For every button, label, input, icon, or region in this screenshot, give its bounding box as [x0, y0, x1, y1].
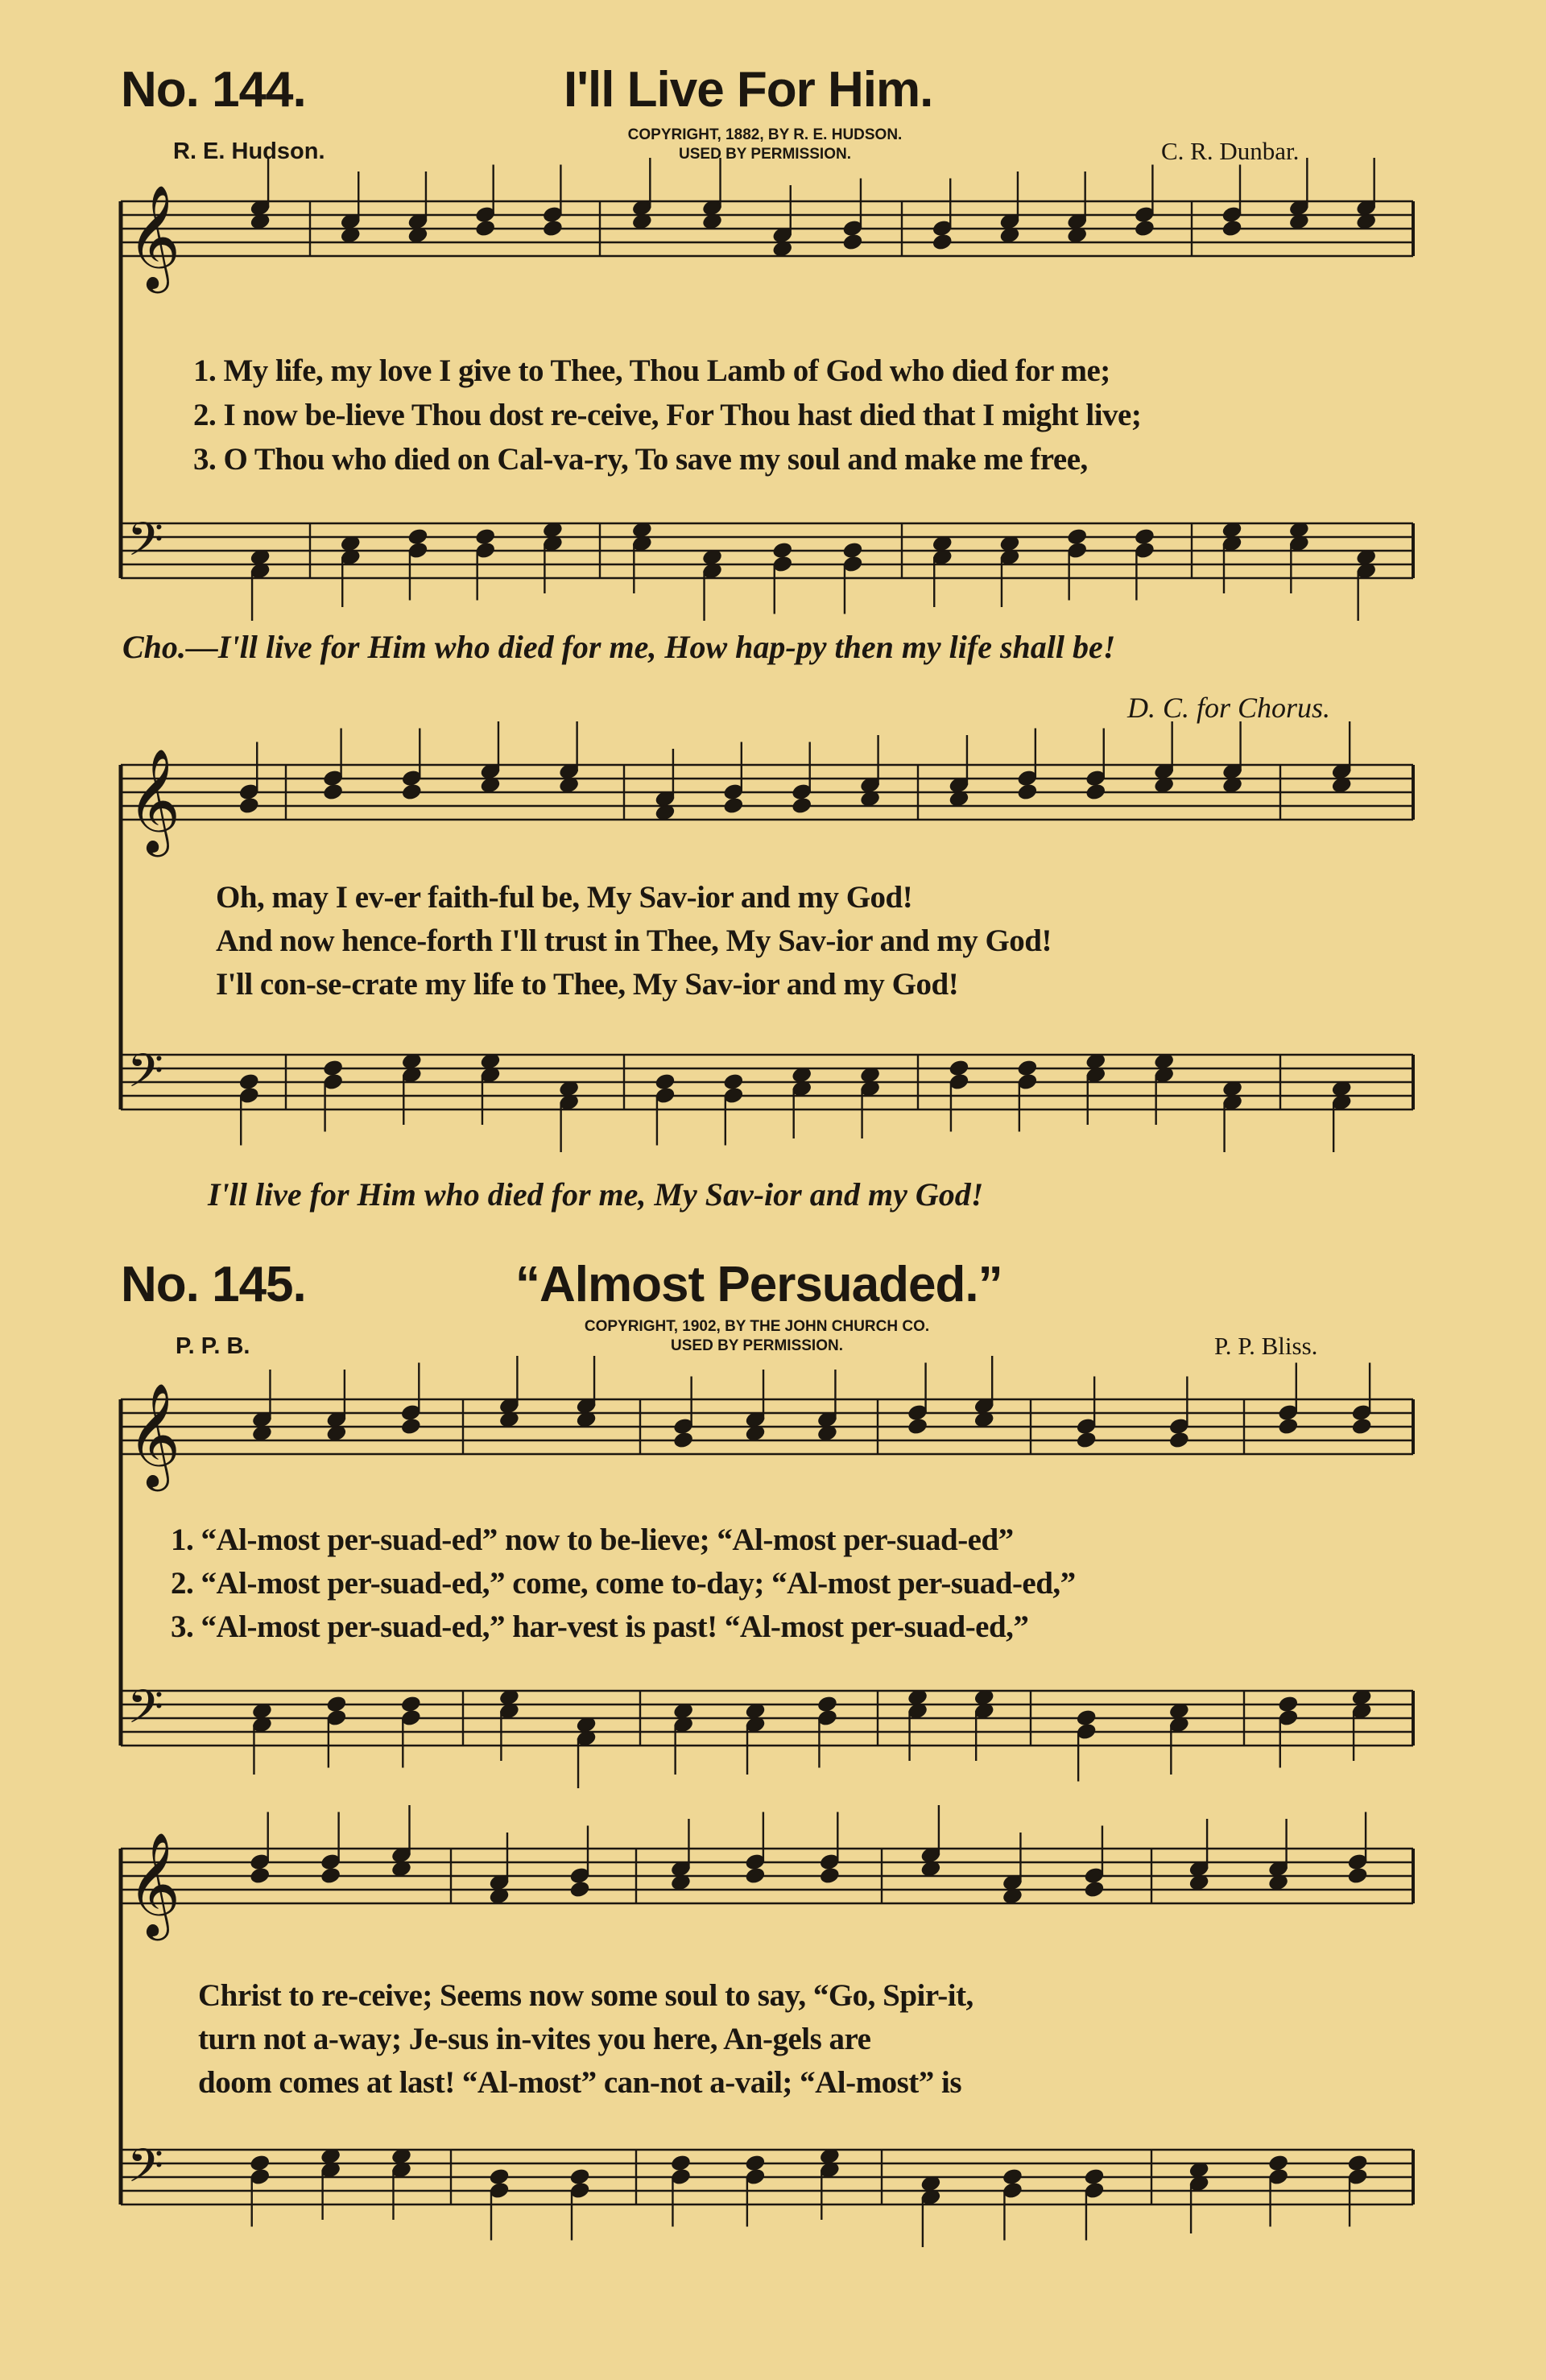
note-head	[819, 1866, 840, 1885]
hymn-145-verse-1a: 1. “Al-most per-suad-ed” now to be-lieve; “Al-most per-suad-ed”	[171, 1523, 1014, 1557]
treble-clef-icon: 𝄞	[127, 184, 181, 289]
note-head	[400, 1695, 421, 1713]
note-head	[475, 527, 496, 546]
note-head	[1067, 527, 1088, 546]
note-head	[1347, 1866, 1368, 1885]
note-head	[1278, 1417, 1299, 1436]
hymn-145-verse-3a: 3. “Al-most per-suad-ed,” har-vest is past! “Al-most per-suad-ed,”	[171, 1609, 1029, 1644]
note-head	[745, 1866, 766, 1885]
treble-clef-icon: 𝄞	[127, 1832, 181, 1936]
copyright-line: COPYRIGHT, 1882, BY R. E. HUDSON.	[627, 126, 903, 143]
copyright-line: USED BY PERMISSION.	[679, 146, 851, 163]
note-head	[723, 1072, 744, 1091]
bass-clef-icon: 𝄢	[127, 1043, 164, 1109]
note-head	[842, 233, 863, 251]
hymn-145-title: “Almost Persuaded.”	[515, 1257, 1002, 1312]
hymn-144-chorus-line: Cho.—I'll live for Him who died for me, How hap-py then my life shall be!	[122, 629, 1116, 665]
note-head	[723, 796, 744, 815]
hymn-145-copyright	[499, 1317, 1015, 1356]
note-head	[670, 2154, 691, 2172]
hymn-145-verse-3b: doom comes at last! “Al-most” can-not a-vail; “Al-most” is	[198, 2065, 962, 2100]
hymn-144-verse-2a: 2. I now be-lieve Thou dost re-ceive, For Thou hast died that I might live;	[193, 398, 1142, 432]
note-head	[542, 219, 563, 238]
hymn-145-number: No. 145.	[121, 1257, 306, 1312]
hymn-145-author: P. P. Bliss.	[1214, 1332, 1318, 1360]
note-head	[1084, 1880, 1105, 1899]
note-head	[1278, 1695, 1299, 1713]
hymn-144-chorus-end: I'll live for Him who died for me, My Sav-ior and my God!	[208, 1176, 984, 1213]
note-head	[569, 2167, 590, 2186]
note-head	[1347, 2154, 1368, 2172]
copyright-line: COPYRIGHT, 1902, BY THE JOHN CHURCH CO.	[584, 1318, 930, 1335]
note-head	[1134, 527, 1155, 546]
note-head	[1017, 1059, 1038, 1077]
hymn-144-verse-3b: I'll con-se-crate my life to Thee, My Sav-ior and my God!	[216, 967, 959, 1002]
note-head	[323, 1059, 344, 1077]
note-head	[401, 783, 422, 801]
note-head	[320, 1866, 341, 1885]
hymn-145-composer: P. P. B.	[176, 1333, 250, 1359]
note-head	[1076, 1431, 1097, 1449]
note-head	[400, 1417, 421, 1436]
hymn-144-author: C. R. Dunbar.	[1161, 137, 1300, 165]
hymn-144-verse-2b: And now hence-forth I'll trust in Thee, My Sav-ior and my God!	[216, 923, 1052, 958]
copyright-line: USED BY PERMISSION.	[671, 1337, 843, 1354]
note-head	[1085, 783, 1106, 801]
hymn-144-number: No. 144.	[121, 62, 306, 118]
bass-clef-icon: 𝄢	[127, 2138, 164, 2204]
hymn-144-verse-1a: 1. My life, my love I give to Thee, Thou Lamb of God who died for me;	[193, 353, 1110, 388]
note-head	[250, 2154, 271, 2172]
note-head	[949, 1059, 969, 1077]
note-head	[238, 796, 259, 815]
note-head	[816, 1695, 837, 1713]
note-head	[250, 1866, 271, 1885]
note-head	[326, 1695, 347, 1713]
note-head	[569, 1880, 590, 1899]
note-head	[1222, 219, 1242, 238]
note-head	[932, 233, 953, 251]
hymn-144-title: I'll Live For Him.	[564, 62, 933, 118]
treble-clef-icon: 𝄞	[127, 1382, 181, 1487]
note-head	[655, 1072, 676, 1091]
note-head	[1084, 2167, 1105, 2186]
note-head	[1268, 2154, 1289, 2172]
bass-clef-icon: 𝄢	[127, 1680, 164, 1746]
note-head	[475, 219, 496, 238]
note-head	[323, 783, 344, 801]
hymn-145-verse-2a: 2. “Al-most per-suad-ed,” come, come to-day; “Al-most per-suad-ed,”	[171, 1566, 1076, 1601]
note-head	[1134, 219, 1155, 238]
note-head	[772, 541, 793, 560]
note-head	[907, 1417, 928, 1436]
note-head	[1351, 1417, 1372, 1436]
hymn-144-verse-1b: Oh, may I ev-er faith-ful be, My Sav-ior and my God!	[216, 880, 913, 915]
hymn-144-verse-3a: 3. O Thou who died on Cal-va-ry, To save my soul and make me free,	[193, 442, 1088, 477]
note-head	[1017, 783, 1038, 801]
note-head	[745, 2154, 766, 2172]
bass-clef-icon: 𝄢	[127, 512, 164, 578]
note-head	[673, 1431, 694, 1449]
note-head	[1002, 2167, 1023, 2186]
note-head	[407, 527, 428, 546]
note-head	[792, 796, 812, 815]
note-head	[842, 541, 863, 560]
note-head	[1076, 1709, 1097, 1727]
note-head	[489, 2167, 510, 2186]
treble-clef-icon: 𝄞	[127, 748, 181, 853]
note-head	[238, 1072, 259, 1091]
hymn-144-dc-label: D. C. for Chorus.	[1127, 692, 1331, 724]
hymn-144-composer: R. E. Hudson.	[173, 138, 325, 164]
hymn-145-verse-1b: Christ to re-ceive; Seems now some soul to say, “Go, Spir-it,	[198, 1978, 973, 2013]
hymn-145-verse-2b: turn not a-way; Je-sus in-vites you here, An-gels are	[198, 2022, 871, 2056]
note-head	[1168, 1431, 1189, 1449]
